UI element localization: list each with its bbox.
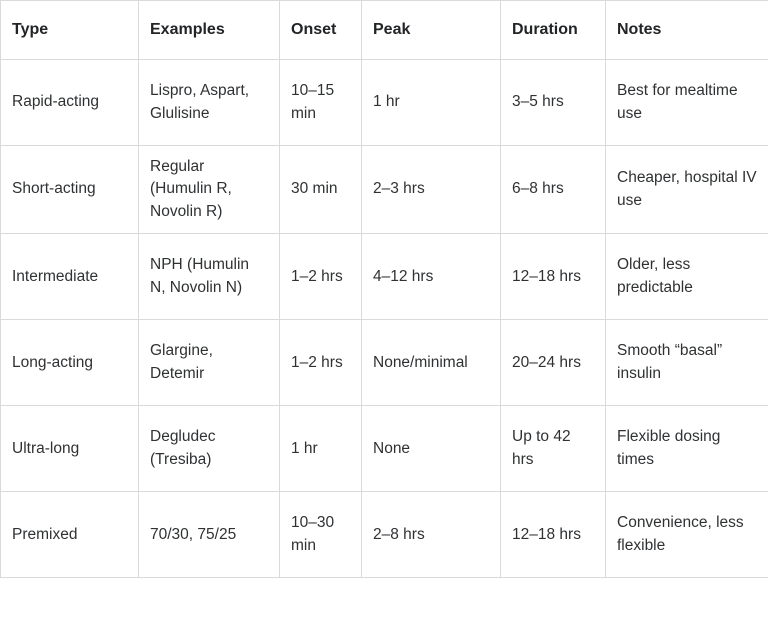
cell-onset: 10–15 min	[280, 60, 362, 146]
cell-onset: 1–2 hrs	[280, 234, 362, 320]
cell-onset: 10–30 min	[280, 492, 362, 578]
cell-examples: 70/30, 75/25	[139, 492, 280, 578]
table-header-row	[1, 1, 768, 60]
cell-notes: Smooth “basal” insulin	[606, 320, 768, 406]
table-row	[1, 234, 768, 320]
table-header	[1, 1, 768, 60]
column-header-peak: Peak	[362, 1, 501, 60]
cell-notes: Cheaper, hospital IV use	[606, 146, 768, 234]
column-header-type: Type	[1, 1, 139, 60]
cell-peak: 1 hr	[362, 60, 501, 146]
column-header-examples: Examples	[139, 1, 280, 60]
cell-type: Ultra-long	[1, 406, 139, 492]
cell-examples: Regular (Humulin R, Novolin R)	[139, 146, 280, 234]
column-header-notes: Notes	[606, 1, 768, 60]
cell-duration: 3–5 hrs	[501, 60, 606, 146]
cell-onset: 1 hr	[280, 406, 362, 492]
table-row	[1, 320, 768, 406]
cell-duration: 6–8 hrs	[501, 146, 606, 234]
cell-type: Short-acting	[1, 146, 139, 234]
cell-notes: Best for mealtime use	[606, 60, 768, 146]
cell-duration: Up to 42 hrs	[501, 406, 606, 492]
column-header-onset: Onset	[280, 1, 362, 60]
column-header-duration: Duration	[501, 1, 606, 60]
cell-notes: Older, less predictable	[606, 234, 768, 320]
cell-peak: 4–12 hrs	[362, 234, 501, 320]
cell-examples: Lispro, Aspart, Glulisine	[139, 60, 280, 146]
cell-examples: Glargine, Detemir	[139, 320, 280, 406]
cell-type: Long-acting	[1, 320, 139, 406]
cell-examples: NPH (Humulin N, Novolin N)	[139, 234, 280, 320]
table-row	[1, 146, 768, 234]
table-row	[1, 60, 768, 146]
cell-duration: 12–18 hrs	[501, 492, 606, 578]
cell-notes: Flexible dosing times	[606, 406, 768, 492]
cell-peak: None/minimal	[362, 320, 501, 406]
table-row	[1, 406, 768, 492]
cell-type: Rapid-acting	[1, 60, 139, 146]
cell-duration: 20–24 hrs	[501, 320, 606, 406]
cell-onset: 1–2 hrs	[280, 320, 362, 406]
cell-examples: Degludec (Tresiba)	[139, 406, 280, 492]
cell-peak: 2–8 hrs	[362, 492, 501, 578]
cell-peak: None	[362, 406, 501, 492]
table-body	[1, 60, 768, 578]
cell-onset: 30 min	[280, 146, 362, 234]
cell-peak: 2–3 hrs	[362, 146, 501, 234]
table-row	[1, 492, 768, 578]
cell-type: Premixed	[1, 492, 139, 578]
cell-type: Intermediate	[1, 234, 139, 320]
cell-duration: 12–18 hrs	[501, 234, 606, 320]
cell-notes: Convenience, less flexible	[606, 492, 768, 578]
